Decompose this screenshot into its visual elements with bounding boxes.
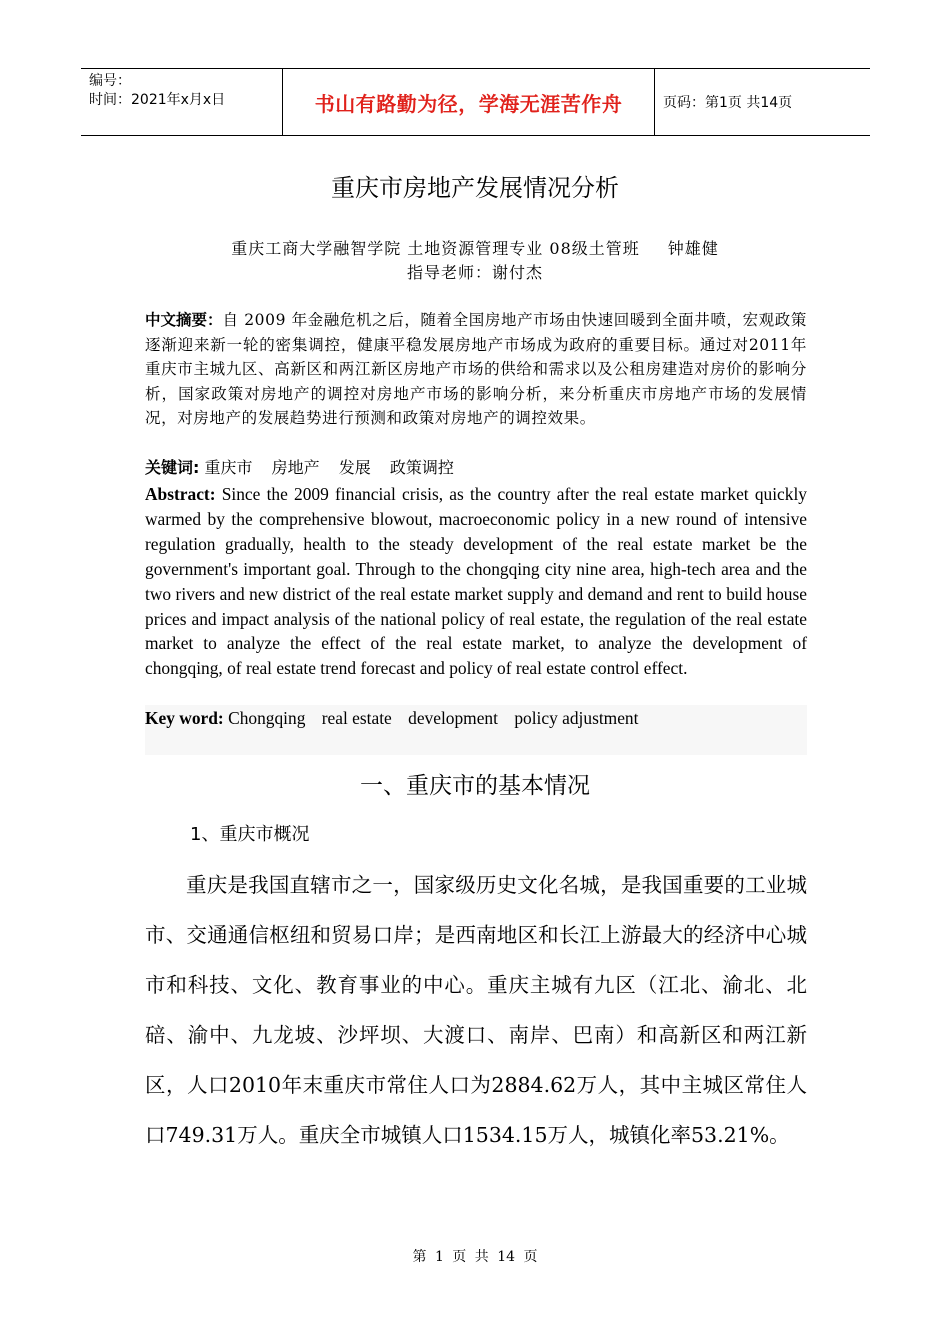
keyword-en: development — [408, 708, 498, 728]
keywords-cn — [145, 456, 807, 480]
document-header — [81, 68, 870, 136]
keyword-en: real estate — [321, 708, 392, 728]
keyword-en: policy adjustment — [514, 708, 639, 728]
body-paragraph-block — [145, 860, 807, 1160]
page-info: 页码：第1页 共14页 — [663, 95, 793, 111]
author-name: 钟雄健 — [667, 239, 719, 258]
header-motto: 书山有路勤为径，学海无涯苦作舟 — [314, 91, 623, 116]
abstract-cn-text: 自 2009 年金融危机之后，随着全国房地产市场由快速回暖到全面井喷，宏观政策逐渐迎来新一轮的密集调控，健康平稳发展房地产市场成为政府的重要目标。通过对2011年重庆市主城九区、高新区和两江新区房地产市场的供给和需求以及公租房建造对房价的影响分析，国家政策对房地产的调控对房地产市场的影响分析，来分析重庆市房地产市场的发展情况，对房地产的发展趋势进行预测和政策对房地产的调控效果。 — [145, 311, 807, 428]
header-page-info — [655, 69, 870, 135]
keyword-cn: 重庆市 — [204, 458, 253, 477]
header-meta — [81, 69, 282, 135]
sub-heading: 1、重庆市概况 — [190, 824, 310, 845]
keyword-cn: 房地产 — [271, 458, 320, 477]
keywords-en — [145, 705, 807, 755]
abstract-en-text: Since the 2009 financial crisis, as the country after the real estate market quickly warmed by the comprehensive blowout, macroeconomic policy in a new round of intensive regulation gradually, health to the steady development of the real estate market be the government's important goal. Through to the chongqing city nine area, high-tech area and the two rivers and new district of the real estate market supply and demand and rent to build house prices and impact analysis of the national policy of real estate, the regulation of the real estate market to analyze the effect of the real estate market, to analyze the development of chongqing, of real estate trend forecast and policy of real estate control effect. — [145, 484, 807, 679]
keyword-en: Chongqing — [228, 708, 306, 728]
keywords-cn-label: 关键词: — [145, 458, 200, 477]
keyword-cn: 发展 — [338, 458, 371, 477]
page-title: 重庆市房地产发展情况分析 — [331, 174, 619, 202]
abstract-en — [145, 482, 807, 681]
page-footer: 第 1 页 共 14 页 — [412, 1249, 538, 1265]
section-heading: 一、重庆市的基本情况 — [360, 773, 590, 799]
keyword-cn: 政策调控 — [389, 458, 454, 477]
number-label: 编号： — [89, 73, 131, 89]
abstract-en-label: Abstract: — [145, 484, 216, 504]
advisor-line: 指导老师：谢付杰 — [406, 263, 543, 282]
body-paragraph: 重庆是我国直辖市之一，国家级历史文化名城，是我国重要的工业城市、交通通信枢纽和贸易口岸；是西南地区和长江上游最大的经济中心城市和科技、文化、教育事业的中心。重庆主城有九区（江北、渝北、北碚、渝中、九龙坡、沙坪坝、大渡口、南岸、巴南）和高新区和两江新区，人口2010年末重庆市常住人口为2884.62万人，其中主城区常住人口749.31万人。重庆全市城镇人口1534.15万人，城镇化率53.21%。 — [145, 873, 807, 1147]
header-motto-cell — [282, 69, 655, 135]
author-line — [0, 236, 950, 259]
date-label: 时间：2021年x月x日 — [89, 92, 226, 108]
abstract-cn-label: 中文摘要： — [145, 311, 223, 329]
abstract-cn — [145, 308, 807, 431]
keywords-en-label: Key word: — [145, 708, 224, 728]
author-affiliation: 重庆工商大学融智学院 土地资源管理专业 08级土管班 — [231, 239, 640, 258]
